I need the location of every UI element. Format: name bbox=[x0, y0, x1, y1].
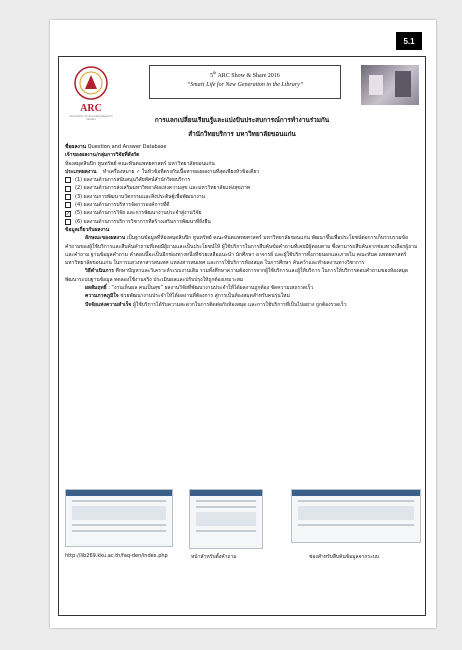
category-item: (3) ผลงานการพัฒนานวัตกรรมและสิ่งประดิษฐ์เพื่อพัฒนางาน bbox=[65, 193, 421, 201]
arc-logo bbox=[65, 65, 117, 119]
success-paragraph: ปัจจัยแห่งความสำเร็จ ผู้ใช้บริการได้รับความสะดวกในการติดต่อกับห้องสมุด และการใช้บริการที่เป็นไปอย่าง ถูกต้องรวดเร็ว bbox=[85, 301, 347, 308]
page-number-badge: 5.1 bbox=[396, 32, 422, 50]
owner-label: เจ้าของผลงาน/กลุ่มการวิจัยที่สังกัด bbox=[65, 152, 140, 159]
checkbox[interactable] bbox=[65, 177, 71, 183]
owner-text: ห้องสมุดสินปิก ทูนทรัพย์ คณะทันตแพทยศาสตร์ มหาวิทยาลัยขอนแก่น bbox=[65, 160, 215, 167]
library-photo bbox=[361, 65, 419, 105]
document-page bbox=[50, 20, 436, 628]
info-label: ข้อมูลเกี่ยวกับผลงาน bbox=[65, 226, 110, 233]
work-name-line: ชื่อผลงาน Question and Answer Database bbox=[65, 144, 167, 150]
checkbox[interactable] bbox=[65, 219, 71, 225]
caption-question-page: หน้าสำหรับตั้งคำถาม bbox=[191, 554, 237, 560]
document-body bbox=[65, 143, 421, 309]
event-line1: 5th ARC Show & Share 2016 bbox=[210, 70, 280, 79]
content-frame bbox=[58, 56, 426, 616]
logo-name: ARC bbox=[80, 103, 102, 114]
arc-emblem-icon bbox=[65, 65, 117, 105]
checkbox[interactable] bbox=[65, 202, 71, 208]
checkbox[interactable] bbox=[65, 194, 71, 200]
screenshot-home bbox=[65, 489, 173, 547]
category-item: (6) ผลงานด้านการบริการวิชาการที่สร้างเสริมการพัฒนาที่ยั่งยืน bbox=[65, 218, 421, 226]
screenshots-row bbox=[65, 489, 421, 549]
method-paragraph: วิธีดำเนินการ ศึกษาปัญหาและวิเคราะห์ระบบงานเดิม รวมทั้งศึกษาความต้องการจากผู้ใช้บริการและผู้ให้บริการ ในการให้บริการตอบคำถามของห้องสมุด พัฒนาระบบฐานข้อมูล ทดลองใช้งานจริง ประเมินผลและปรับปรุงให้ถูกต้องเหมาะสม bbox=[65, 268, 409, 283]
document-subtitle: สำนักวิทยบริการ มหาวิทยาลัยขอนแก่น bbox=[188, 130, 296, 138]
screenshot-search bbox=[291, 489, 421, 543]
result-paragraph: ผลสัมฤทธิ์ : “งานเห็นผล คนเป็นสุข” ผลงานวิจัยที่พัฒนางานประจำให้ได้ผลงานถูกต้อง ชัดความเสถรวดเร็ว bbox=[85, 285, 314, 292]
caption-url: http://lib269.kku.ac.th/faq-den/index.php bbox=[65, 553, 168, 559]
event-title-box bbox=[149, 65, 341, 99]
screenshot-question-form bbox=[189, 489, 263, 549]
category-item: ✓ (5) ผลงานด้านการวิจัย และการพัฒนางานประจำสู่งานวิจัย bbox=[66, 210, 202, 217]
checkbox-checked[interactable]: ✓ bbox=[66, 210, 71, 217]
type-line: ประเภทผลงาน ทำเครื่องหมาย ✓ ในหัวข้อที่ตรงกับเนื้อหาของผลงานที่สุดเพียงหัวข้อเดียว bbox=[65, 168, 260, 175]
document-title: การแลกเปลี่ยนเรียนรู้และแบ่งปันประสบการณ์การทำงานร่วมกัน bbox=[154, 116, 330, 124]
caption-search-page: ช่องสำหรับสืบค้นข้อมูลจากระบบ bbox=[309, 554, 380, 560]
impact-paragraph: ความภาคภูมิใจ ช่วยพัฒนางานประจำให้ได้ผลงานที่ต้องการ สู่การเป็นห้องสมุดสำหรับคนรุ่นใหม่ bbox=[85, 293, 290, 300]
category-item: (2) ผลงานด้านการส่งเสริมมหาวิทยาลัยแห่งความสุข และมหาวิทยาลัยแห่งสุขภาพ bbox=[65, 184, 421, 192]
checkbox[interactable] bbox=[65, 186, 71, 192]
event-line2: “Smart Life for New Generation in the Library” bbox=[186, 82, 304, 88]
feature-paragraph: ลักษณะของผลงาน เป็นฐานข้อมูลที่ห้องสมุดสินปิก ทูนทรัพย์ คณะทันตแพทยศาสตร์ มหาวิทยาลัยขอนแก่น พัฒนาขึ้นเพื่อประโยชน์ต่อการเก็บรวบรวมข้อคำถามของผู้ใช้บริการและสืบค้นคำถามที่เคยมีผู้ถามและเป็นประโยชน์ให้ ผู้ใช้บริการในการสืบค้นข้อคำถามที่เคยมีผู้ตอบตาม ซึ่งสามารถสืบค้นจากช่องทางเลือกผู้ถามและคำถาม ฐานข้อมูลคำถาม คำตอบนี้จะเป็นอีกช่องทางหนึ่งที่ช่วยเหลือแนะนำ นักศึกษา อาจารย์ และผู้ใช้บริการทั้งภายนอกและภายใน คณะทันต แพทยศาสตร์ มหาวิทยาลัยขอนแก่น ในการแสวงหาสารสนเทศ แหล่งสารสนเทศ และการใช้บริการห้องสมุด ในการศึกษา ค้นคว้าและทำผลงานทางวิชาการ bbox=[65, 235, 418, 267]
logo-subtitle: Association of University Research Centers bbox=[69, 115, 113, 121]
category-item: (4) ผลงานด้านการบริหารจัดการองค์การที่ดี bbox=[65, 201, 421, 209]
category-item: (1) ผลงานด้านการสนับสนุนวิสัยทัศน์สำนักวิทยบริการ bbox=[65, 176, 421, 184]
